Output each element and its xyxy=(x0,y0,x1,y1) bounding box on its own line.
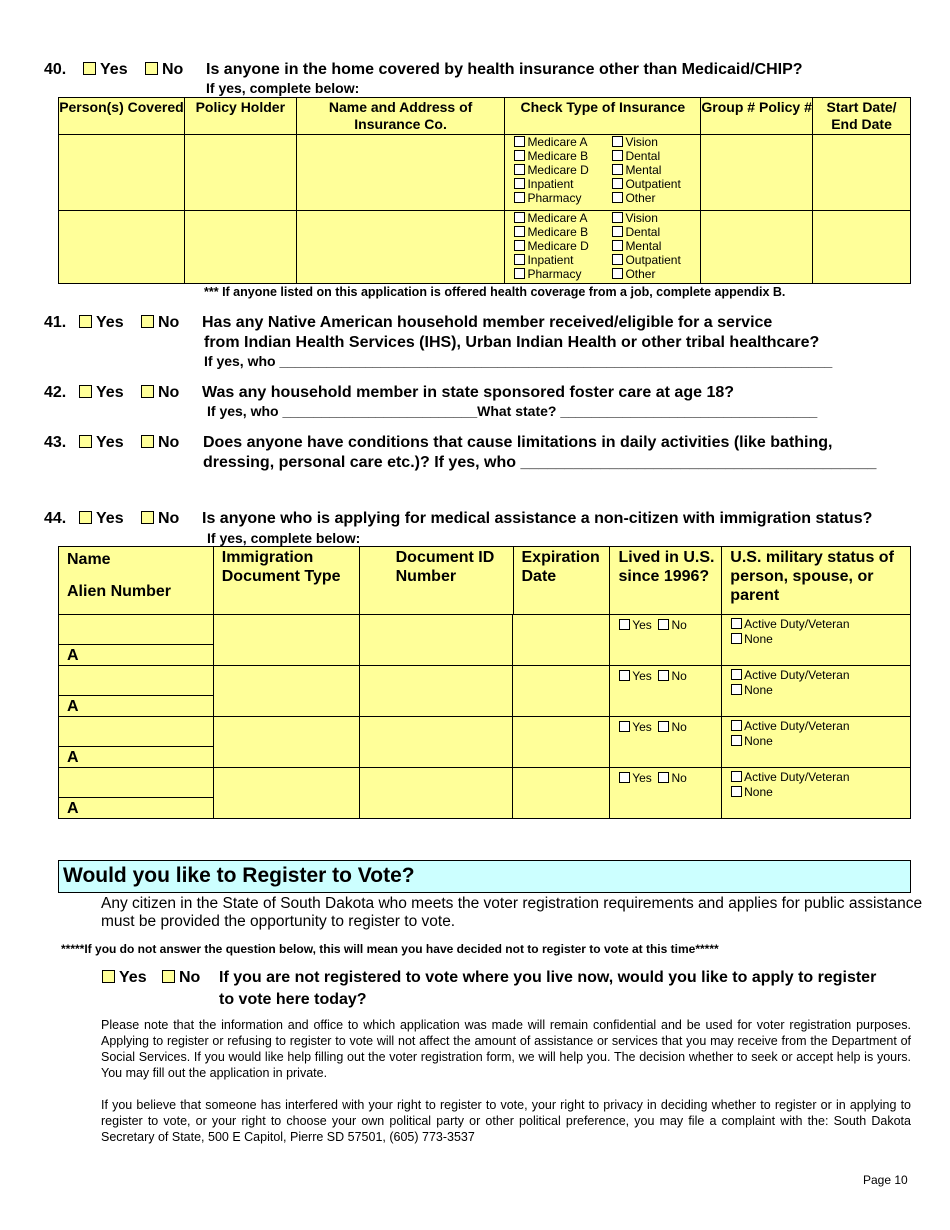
name-field[interactable] xyxy=(59,666,213,696)
header-expiration: Expiration Date xyxy=(513,547,610,615)
dates-cell[interactable] xyxy=(813,135,911,211)
q41-number: 41. xyxy=(44,314,67,331)
header-lived: Lived in U.S. since 1996? xyxy=(610,547,722,615)
q41-who-field[interactable]: If yes, who _______________________________________________________________________ xyxy=(204,353,833,369)
military-active-checkbox[interactable] xyxy=(731,669,742,680)
q44-yes-checkbox[interactable] xyxy=(79,511,92,524)
military-none-option[interactable]: None xyxy=(731,734,910,749)
q41-question-line1: Has any Native American household member received/eligible for a service xyxy=(202,314,773,331)
military-cell xyxy=(722,666,911,717)
lived-yes-option[interactable]: Yes xyxy=(619,669,652,683)
vote-intro: Any citizen in the State of South Dakota who meets the voter registration requirements and applies for public assistance must be provided the opportunity to register to vote. xyxy=(101,895,923,930)
ins-medicare-a[interactable]: Medicare A xyxy=(514,211,612,225)
name-alien-cell xyxy=(59,717,214,768)
ins-medicare-a[interactable]: Medicare A xyxy=(514,135,612,149)
ins-mental[interactable]: Mental xyxy=(612,239,680,253)
lived-cell xyxy=(610,615,722,666)
q41-question-line2: from Indian Health Services (IHS), Urban Indian Health or other tribal healthcare? xyxy=(204,334,820,351)
persons-cell[interactable] xyxy=(59,211,185,284)
q42-no-checkbox[interactable] xyxy=(141,385,154,398)
lived-yes-checkbox[interactable] xyxy=(619,721,630,732)
vote-no-checkbox[interactable] xyxy=(162,970,175,983)
military-active-checkbox[interactable] xyxy=(731,771,742,782)
q43-no-checkbox[interactable] xyxy=(141,435,154,448)
alien-number-field[interactable] xyxy=(59,747,213,767)
ins-medicare-b[interactable]: Medicare B xyxy=(514,149,612,163)
doc-id-cell[interactable] xyxy=(359,717,513,768)
ins-medicare-d[interactable]: Medicare D xyxy=(514,239,612,253)
ins-dental[interactable]: Dental xyxy=(612,225,680,239)
holder-cell[interactable] xyxy=(184,135,296,211)
doc-id-cell[interactable] xyxy=(359,666,513,717)
q43-yes-option[interactable]: Yes xyxy=(79,434,124,452)
q44-question: Is anyone who is applying for medical assistance a non-citizen with immigration status? xyxy=(202,510,873,527)
header-name-alien xyxy=(59,547,214,615)
type-cell xyxy=(505,135,701,211)
q40-subtext: If yes, complete below: xyxy=(206,80,360,96)
alien-prefix: A xyxy=(67,749,79,766)
q43-who-field[interactable]: dressing, personal care etc.)? If yes, who ________________________________________ xyxy=(203,454,877,471)
header-doc-id: Document ID Number xyxy=(359,547,513,615)
lived-yes-checkbox[interactable] xyxy=(619,772,630,783)
alien-number-field[interactable] xyxy=(59,696,213,716)
q40-question: Is anyone in the home covered by health insurance other than Medicaid/CHIP? xyxy=(206,61,803,78)
insurance-table xyxy=(58,97,911,284)
lived-no-checkbox[interactable] xyxy=(658,772,669,783)
immigration-row xyxy=(58,614,911,666)
lived-no-option[interactable]: No xyxy=(658,720,686,734)
ins-other[interactable]: Other xyxy=(612,191,680,205)
appendix-b-note: *** If anyone listed on this application is offered health coverage from a job, complete appendix B. xyxy=(204,285,786,299)
group-cell[interactable] xyxy=(701,211,813,284)
vote-no-option[interactable]: No xyxy=(162,969,200,987)
ins-inpatient[interactable]: Inpatient xyxy=(514,177,612,191)
name-field[interactable] xyxy=(59,768,213,798)
q40-number: 40. xyxy=(44,61,67,78)
military-active-option[interactable]: Active Duty/Veteran xyxy=(731,617,910,632)
expiration-cell[interactable] xyxy=(513,768,610,819)
doc-type-cell[interactable] xyxy=(213,666,359,717)
q44-subtext: If yes, complete below: xyxy=(207,530,361,546)
q40-no-checkbox[interactable] xyxy=(145,62,158,75)
ins-vision[interactable]: Vision xyxy=(612,135,680,149)
vote-complaint-paragraph: If you believe that someone has interfered with your right to register to vote, your right to privacy in deciding whether to register or in applying to register to vote, or your right to choose your own political party or other political preference, you may file a complaint with the: South Dakota Secretary of State, 500 E Capitol, Pierre SD 57501, (605) 773-3537 xyxy=(101,1098,911,1144)
ins-dental[interactable]: Dental xyxy=(612,149,680,163)
q41-no-option[interactable]: No xyxy=(141,314,179,332)
header-military: U.S. military status of person, spouse, or parent xyxy=(722,547,911,615)
alien-prefix: A xyxy=(67,698,79,715)
lived-yes-option[interactable]: Yes xyxy=(619,618,652,632)
ins-pharmacy[interactable]: Pharmacy xyxy=(514,267,612,281)
alien-prefix: A xyxy=(67,647,79,664)
header-policy-holder: Policy Holder xyxy=(184,98,296,135)
expiration-cell[interactable] xyxy=(513,666,610,717)
header-type: Check Type of Insurance xyxy=(505,98,701,135)
q44-yes-option[interactable]: Yes xyxy=(79,510,124,528)
doc-type-cell[interactable] xyxy=(213,717,359,768)
military-active-checkbox[interactable] xyxy=(731,618,742,629)
insurance-row xyxy=(59,135,911,211)
military-cell xyxy=(722,717,911,768)
q43-no-option[interactable]: No xyxy=(141,434,179,452)
q40-yes-option[interactable] xyxy=(83,61,128,79)
lived-no-option[interactable]: No xyxy=(658,618,686,632)
vote-warning: *****If you do not answer the question below, this will mean you have decided not to register to vote at this time***** xyxy=(61,942,719,956)
q41-yes-checkbox[interactable] xyxy=(79,315,92,328)
header-doc-type: Immigration Document Type xyxy=(213,547,359,615)
header-alien-number: Alien Number xyxy=(67,583,172,600)
immigration-row xyxy=(58,767,911,819)
q40-yes-label: Yes xyxy=(100,61,128,78)
vote-yes-checkbox[interactable] xyxy=(102,970,115,983)
q44-no-option[interactable]: No xyxy=(141,510,179,528)
name-alien-cell xyxy=(59,768,214,819)
lived-no-checkbox[interactable] xyxy=(658,670,669,681)
military-none-option[interactable]: None xyxy=(731,683,910,698)
company-cell[interactable] xyxy=(296,135,505,211)
lived-yes-checkbox[interactable] xyxy=(619,619,630,630)
q42-who-state-field[interactable]: If yes, who _________________________What state? _________________________________ xyxy=(207,403,818,419)
immigration-row xyxy=(58,716,911,768)
q42-yes-checkbox[interactable] xyxy=(79,385,92,398)
military-none-checkbox[interactable] xyxy=(731,735,742,746)
doc-id-cell[interactable] xyxy=(359,768,513,819)
immigration-table xyxy=(58,546,911,615)
header-persons: Person(s) Covered xyxy=(59,98,185,135)
lived-cell xyxy=(610,768,722,819)
dates-cell[interactable] xyxy=(813,211,911,284)
military-active-option[interactable]: Active Duty/Veteran xyxy=(731,770,910,785)
lived-yes-option[interactable]: Yes xyxy=(619,771,652,785)
lived-no-option[interactable]: No xyxy=(658,771,686,785)
vote-confidentiality-paragraph: Please note that the information and office to which application was made will remain confidential and be used for voter registration purposes. Applying to register or refusing to register to vote will not affect the amount of assistance or services that you may receive from the Department of Social Services. If you would like help filling out the voter registration form, we will help you. The decision whether to seek or accept help is yours. You may fill out the application in private. xyxy=(101,1018,911,1080)
type-cell xyxy=(505,211,701,284)
lived-cell xyxy=(610,717,722,768)
persons-cell[interactable] xyxy=(59,135,185,211)
doc-type-cell[interactable] xyxy=(213,768,359,819)
alien-prefix: A xyxy=(67,800,79,817)
lived-no-checkbox[interactable] xyxy=(658,721,669,732)
ins-medicare-d[interactable]: Medicare D xyxy=(514,163,612,177)
q41-yes-option[interactable]: Yes xyxy=(79,314,124,332)
lived-no-checkbox[interactable] xyxy=(658,619,669,630)
ins-outpatient[interactable]: Outpatient xyxy=(612,253,680,267)
name-field[interactable] xyxy=(59,615,213,645)
lived-yes-option[interactable]: Yes xyxy=(619,720,652,734)
ins-other[interactable]: Other xyxy=(612,267,680,281)
q42-no-option[interactable]: No xyxy=(141,384,179,402)
q40-no-option[interactable] xyxy=(145,61,183,79)
q40-yes-checkbox[interactable] xyxy=(83,62,96,75)
q42-number: 42. xyxy=(44,384,67,401)
ins-inpatient[interactable]: Inpatient xyxy=(514,253,612,267)
vote-question-line1: If you are not registered to vote where you live now, would you like to apply to register xyxy=(219,969,877,986)
vote-section-title: Would you like to Register to Vote? xyxy=(58,860,911,893)
name-alien-cell xyxy=(59,615,214,666)
military-active-checkbox[interactable] xyxy=(731,720,742,731)
page-number: Page 10 xyxy=(863,1173,908,1187)
immigration-row xyxy=(58,665,911,717)
military-none-option[interactable]: None xyxy=(731,785,910,800)
military-active-option[interactable]: Active Duty/Veteran xyxy=(731,668,910,683)
company-cell[interactable] xyxy=(296,211,505,284)
military-cell xyxy=(722,768,911,819)
expiration-cell[interactable] xyxy=(513,717,610,768)
holder-cell[interactable] xyxy=(184,211,296,284)
group-cell[interactable] xyxy=(701,135,813,211)
name-alien-cell xyxy=(59,666,214,717)
insurance-row xyxy=(59,211,911,284)
q40-no-label: No xyxy=(162,61,184,78)
header-name: Name xyxy=(67,551,111,568)
q44-no-checkbox[interactable] xyxy=(141,511,154,524)
q43-number: 43. xyxy=(44,434,67,451)
vote-yes-option[interactable]: Yes xyxy=(102,969,147,987)
alien-number-field[interactable] xyxy=(59,645,213,665)
lived-yes-checkbox[interactable] xyxy=(619,670,630,681)
ins-outpatient[interactable]: Outpatient xyxy=(612,177,680,191)
doc-type-cell[interactable] xyxy=(213,615,359,666)
military-none-checkbox[interactable] xyxy=(731,684,742,695)
q44-number: 44. xyxy=(44,510,67,527)
q42-question: Was any household member in state sponsored foster care at age 18? xyxy=(202,384,735,401)
header-insurance-co: Name and Address of Insurance Co. xyxy=(296,98,505,135)
q43-yes-checkbox[interactable] xyxy=(79,435,92,448)
expiration-cell[interactable] xyxy=(513,615,610,666)
military-cell xyxy=(722,615,911,666)
q43-question-line1: Does anyone have conditions that cause limitations in daily activities (like bathing, xyxy=(203,434,833,451)
name-field[interactable] xyxy=(59,717,213,747)
doc-id-cell[interactable] xyxy=(359,615,513,666)
header-group: Group # Policy # xyxy=(701,98,813,135)
header-dates: Start Date/ End Date xyxy=(813,98,911,135)
ins-pharmacy[interactable]: Pharmacy xyxy=(514,191,612,205)
ins-mental[interactable]: Mental xyxy=(612,163,680,177)
military-active-option[interactable]: Active Duty/Veteran xyxy=(731,719,910,734)
vote-question-line2: to vote here today? xyxy=(219,991,367,1008)
ins-medicare-b[interactable]: Medicare B xyxy=(514,225,612,239)
lived-cell xyxy=(610,666,722,717)
lived-no-option[interactable]: No xyxy=(658,669,686,683)
ins-vision[interactable]: Vision xyxy=(612,211,680,225)
q42-yes-option[interactable]: Yes xyxy=(79,384,124,402)
military-none-checkbox[interactable] xyxy=(731,633,742,644)
military-none-option[interactable]: None xyxy=(731,632,910,647)
q41-no-checkbox[interactable] xyxy=(141,315,154,328)
alien-number-field[interactable] xyxy=(59,798,213,818)
military-none-checkbox[interactable] xyxy=(731,786,742,797)
